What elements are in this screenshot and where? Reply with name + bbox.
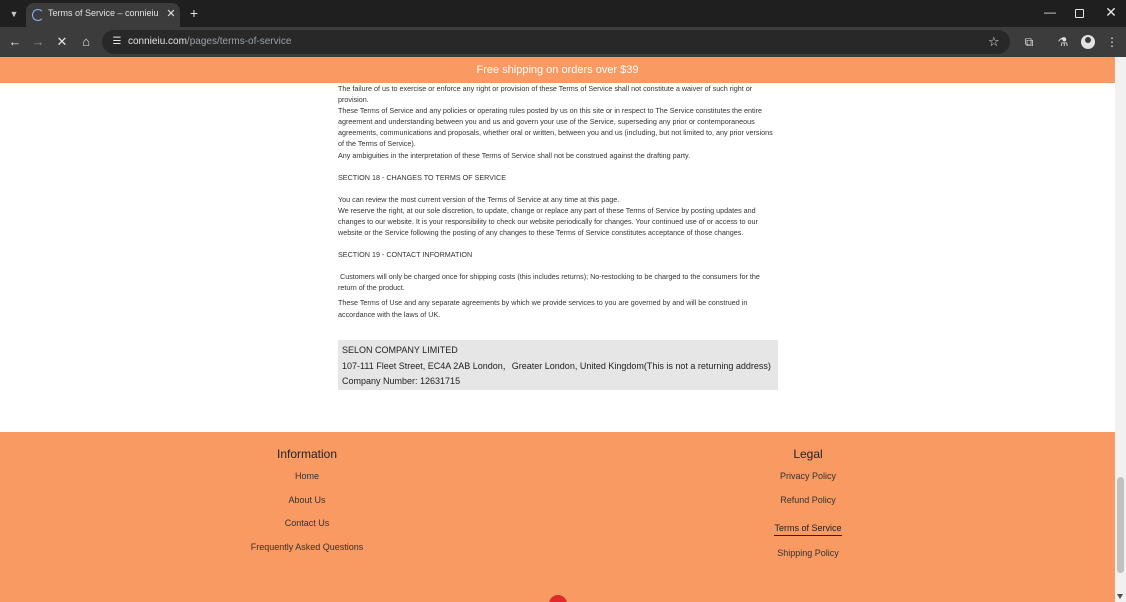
chevron-down-icon: ▼ <box>9 9 19 19</box>
arrow-left-icon: ← <box>8 34 22 49</box>
terms-paragraph: These Terms of Use and any separate agreements by which we provide services to you are governed by and will be construed in accordance with the laws of UK. <box>338 298 748 319</box>
footer-link-shipping-policy[interactable]: Shipping Policy <box>777 547 839 558</box>
address-bar[interactable] <box>102 30 1010 54</box>
home-icon: ⌂ <box>82 34 90 49</box>
terms-paragraph: We reserve the right, at our sole discretion, to update, change or replace any part of these Terms of Service by posting updates and changes to our website. It is your responsibility to check our website periodically for changes. Your continued use of or access to our website or the Service following the posting of any changes to these Terms of Service constitutes acceptance of those changes. <box>338 205 758 238</box>
announcement-bar <box>0 57 1115 83</box>
url-path: /pages/terms-of-service <box>186 36 292 47</box>
scroll-down-arrow-icon[interactable] <box>1117 594 1123 599</box>
tab-search-button[interactable] <box>4 4 24 24</box>
company-address: 107-111 Fleet Street, EC4A 2AB London，Greater London, United Kingdom(This is not a returning address) <box>342 360 771 371</box>
url-host: connieiu.com <box>128 36 187 47</box>
company-number: Company Number: 12631715 <box>342 376 461 387</box>
footer-link-terms-of-service[interactable]: Terms of Service <box>774 523 841 536</box>
close-icon: ✕ <box>166 8 176 20</box>
section-19-heading: SECTION 19 - CONTACT INFORMATION <box>338 250 473 260</box>
active-tab[interactable] <box>26 3 180 27</box>
footer-link-home[interactable]: Home <box>294 471 319 481</box>
terms-paragraph: Customers will only be charged once for shipping costs (this includes returns); No-restocking to be charged to the consumers for the return of the product. <box>338 272 762 293</box>
terms-paragraph: The failure of us to exercise or enforce any right or provision of these Terms of Service shall not constitute a waiver of such right or provision. <box>338 84 753 105</box>
tab-title: Terms of Service – connieiu <box>48 8 159 18</box>
bookmark-star-icon[interactable]: ☆ <box>988 34 1000 49</box>
terms-paragraph: Any ambiguities in the interpretation of these Terms of Service shall not be construed against the drafting party. <box>338 150 691 160</box>
labs-button[interactable] <box>1053 32 1073 52</box>
terms-paragraph: You can review the most current version of the Terms of Service at any time at this page. <box>338 194 620 204</box>
tab-bar <box>0 0 1126 27</box>
page-viewport <box>0 57 1115 602</box>
back-button[interactable] <box>5 32 25 52</box>
browser-toolbar <box>0 27 1126 57</box>
announcement-text: Free shipping on orders over $39 <box>476 64 639 76</box>
footer-information-column <box>214 446 400 565</box>
section-18-heading: SECTION 18 - CHANGES TO TERMS OF SERVICE <box>338 172 507 182</box>
profile-avatar-icon[interactable] <box>1081 35 1095 49</box>
menu-button[interactable] <box>1102 32 1122 52</box>
loading-spinner-icon <box>32 9 44 21</box>
arrow-right-icon: → <box>31 34 45 49</box>
terms-paragraph: These Terms of Service and any policies or operating rules posted by us on this site or in respect to The Service constitutes the entire agreement and understanding between you and us and govern your use of the Service, superseding any prior or contemporaneous agreements, communications and proposals, whether oral or written, between you and us (including, but not limited to, any prior versions of the Terms of Service). <box>338 106 773 149</box>
puzzle-icon: ⧉ <box>1024 35 1034 49</box>
company-info-box <box>338 340 778 390</box>
plus-icon: + <box>189 5 199 21</box>
flask-icon: ⚗ <box>1057 35 1069 49</box>
kebab-icon: ⋮ <box>1106 35 1118 49</box>
site-footer <box>0 432 1115 602</box>
footer-link-contact-us[interactable]: Contact Us <box>284 518 330 529</box>
window-close-button[interactable] <box>1104 4 1118 20</box>
footer-link-faq[interactable]: Frequently Asked Questions <box>250 541 364 552</box>
page-scrollbar[interactable] <box>1115 57 1126 602</box>
close-icon: ✕ <box>56 34 68 49</box>
footer-link-privacy-policy[interactable]: Privacy Policy <box>779 471 836 481</box>
terms-content <box>338 83 778 320</box>
close-tab-button[interactable] <box>164 6 178 22</box>
minimize-icon: — <box>1044 5 1056 19</box>
stop-button[interactable] <box>52 32 72 52</box>
footer-link-refund-policy[interactable]: Refund Policy <box>780 494 836 505</box>
footer-link-about-us[interactable]: About Us <box>288 494 326 505</box>
url-text[interactable] <box>128 36 291 47</box>
company-name: SELON COMPANY LIMITED <box>342 345 458 355</box>
close-icon: ✕ <box>1105 4 1117 20</box>
extensions-button[interactable] <box>1019 32 1039 52</box>
forward-button[interactable] <box>28 32 48 52</box>
scrollbar-thumb[interactable] <box>1117 477 1124 573</box>
restore-button[interactable] <box>1075 9 1084 18</box>
home-button[interactable] <box>76 32 96 52</box>
minimize-button[interactable] <box>1043 5 1057 19</box>
site-info-icon[interactable]: ☰ <box>112 36 122 47</box>
new-tab-button[interactable] <box>186 4 202 22</box>
footer-legal-heading: Legal <box>793 447 823 461</box>
footer-legal-column <box>735 446 881 571</box>
footer-information-heading: Information <box>276 447 338 461</box>
